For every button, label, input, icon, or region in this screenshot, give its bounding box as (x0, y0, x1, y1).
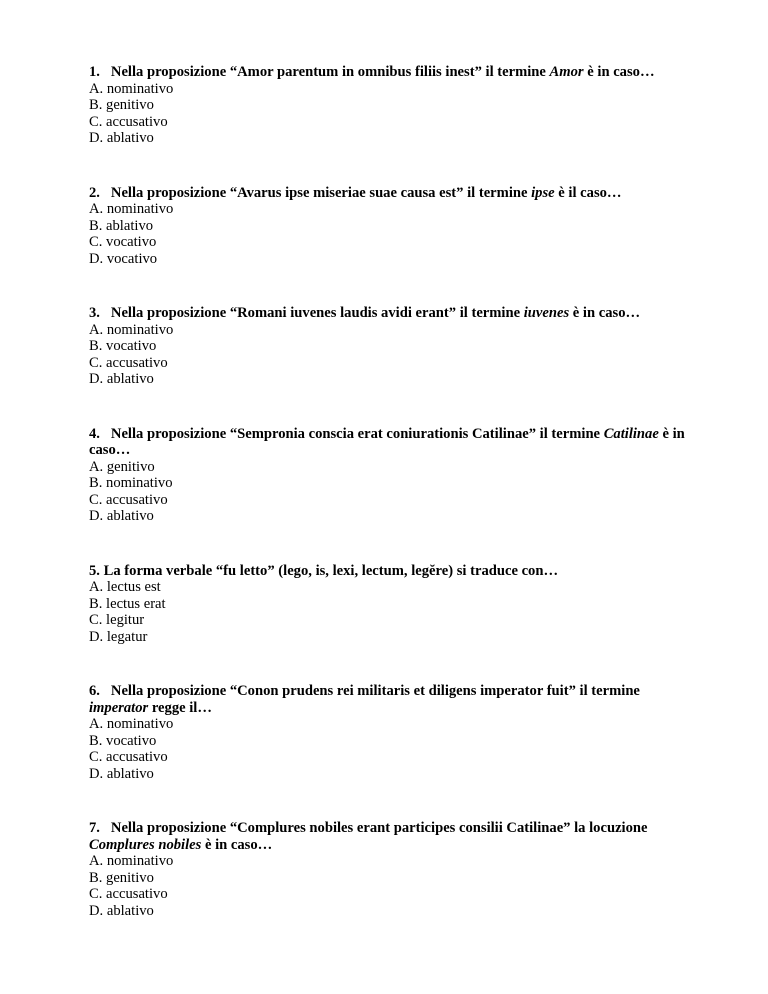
answer-options (89, 716, 689, 782)
question-number: 6. (89, 683, 100, 699)
question-number: 4. (89, 425, 100, 442)
question-term: ipse (531, 184, 555, 201)
question-term: Catilinae (603, 425, 659, 442)
answer-option: C. accusativo (89, 886, 168, 902)
question-7 (89, 820, 689, 919)
answer-option: A. nominativo (89, 321, 174, 338)
question-number: 7. (89, 820, 100, 836)
answer-options (89, 81, 689, 147)
question-suffix: è il caso… (554, 184, 622, 201)
answer-option: C. accusativo (89, 354, 168, 371)
question-6 (89, 683, 689, 782)
question-number: 5. (89, 562, 100, 579)
answer-options (89, 459, 689, 525)
answer-option: D. ablativo (89, 130, 154, 146)
answer-option: B. vocativo (89, 732, 157, 749)
question-prompt: Nella proposizione “Romani iuvenes laudis avidi erant” il termine (110, 305, 524, 321)
answer-options (89, 579, 689, 645)
answer-option: B. nominativo (89, 475, 173, 491)
answer-options (89, 853, 689, 919)
answer-option: B. ablativo (89, 217, 154, 234)
question-text (89, 426, 689, 459)
question-suffix: è in caso… (89, 425, 685, 458)
answer-option: A. lectus est (89, 579, 161, 595)
question-prompt: Nella proposizione “Complures nobiles erant participes consilii Catilinae” la locuzione (110, 820, 648, 836)
answer-option: A. nominativo (89, 853, 174, 869)
question-prompt: Nella proposizione “Sempronia conscia erat coniurationis Catilinae” il termine (110, 425, 604, 442)
answer-option: D. ablativo (89, 508, 154, 524)
question-prompt: La forma verbale “fu letto” (lego, is, lexi, lectum, legĕre) si traduce con… (103, 562, 559, 579)
question-text (89, 563, 689, 580)
answer-option: B. genitivo (89, 869, 154, 886)
question-suffix: è in caso… (583, 64, 655, 80)
answer-option: A. genitivo (89, 458, 155, 475)
spacer (89, 147, 689, 185)
answer-option: B. genitivo (89, 97, 154, 113)
answer-options (89, 201, 689, 267)
question-text (89, 305, 689, 322)
answer-option: D. vocativo (89, 250, 158, 267)
question-text (89, 185, 689, 202)
answer-options (89, 322, 689, 388)
answer-option: D. legatur (89, 628, 148, 645)
question-term: Amor (549, 64, 584, 80)
answer-option: D. ablativo (89, 902, 154, 919)
answer-option: C. accusativo (89, 749, 168, 765)
answer-option: B. lectus erat (89, 595, 166, 612)
answer-option: D. ablativo (89, 765, 154, 782)
question-prompt: Nella proposizione “Conon prudens rei militaris et diligens imperator fuit” il termine (110, 683, 640, 699)
question-1 (89, 64, 689, 147)
question-number: 2. (89, 184, 100, 201)
answer-option: A. nominativo (89, 716, 174, 732)
answer-option: B. vocativo (89, 338, 157, 354)
spacer (89, 388, 689, 426)
answer-option: C. accusativo (89, 491, 168, 508)
question-text (89, 64, 689, 81)
spacer (89, 782, 689, 820)
question-term: Complures nobiles (89, 836, 202, 853)
question-number: 3. (89, 305, 100, 321)
answer-option: D. ablativo (89, 371, 154, 387)
question-prompt: Nella proposizione “Amor parentum in omnibus filiis inest” il termine (110, 64, 550, 80)
question-suffix: è in caso… (201, 836, 273, 853)
answer-option: A. nominativo (89, 201, 174, 217)
question-term: imperator (89, 699, 149, 716)
answer-option: A. nominativo (89, 80, 174, 97)
question-number: 1. (89, 64, 100, 80)
question-text (89, 683, 689, 716)
answer-option: C. accusativo (89, 113, 168, 130)
question-suffix: è in caso… (569, 305, 641, 321)
question-4 (89, 426, 689, 525)
question-2 (89, 185, 689, 268)
answer-option: C. legitur (89, 612, 145, 628)
question-3 (89, 305, 689, 388)
question-text (89, 820, 689, 853)
question-5 (89, 563, 689, 646)
spacer (89, 267, 689, 305)
question-term: iuvenes (523, 305, 570, 321)
question-suffix: regge il… (148, 699, 212, 716)
spacer (89, 645, 689, 683)
answer-option: C. vocativo (89, 234, 157, 250)
spacer (89, 525, 689, 563)
quiz-document (89, 64, 689, 919)
question-prompt: Nella proposizione “Avarus ipse miseriae suae causa est” il termine (110, 184, 532, 201)
